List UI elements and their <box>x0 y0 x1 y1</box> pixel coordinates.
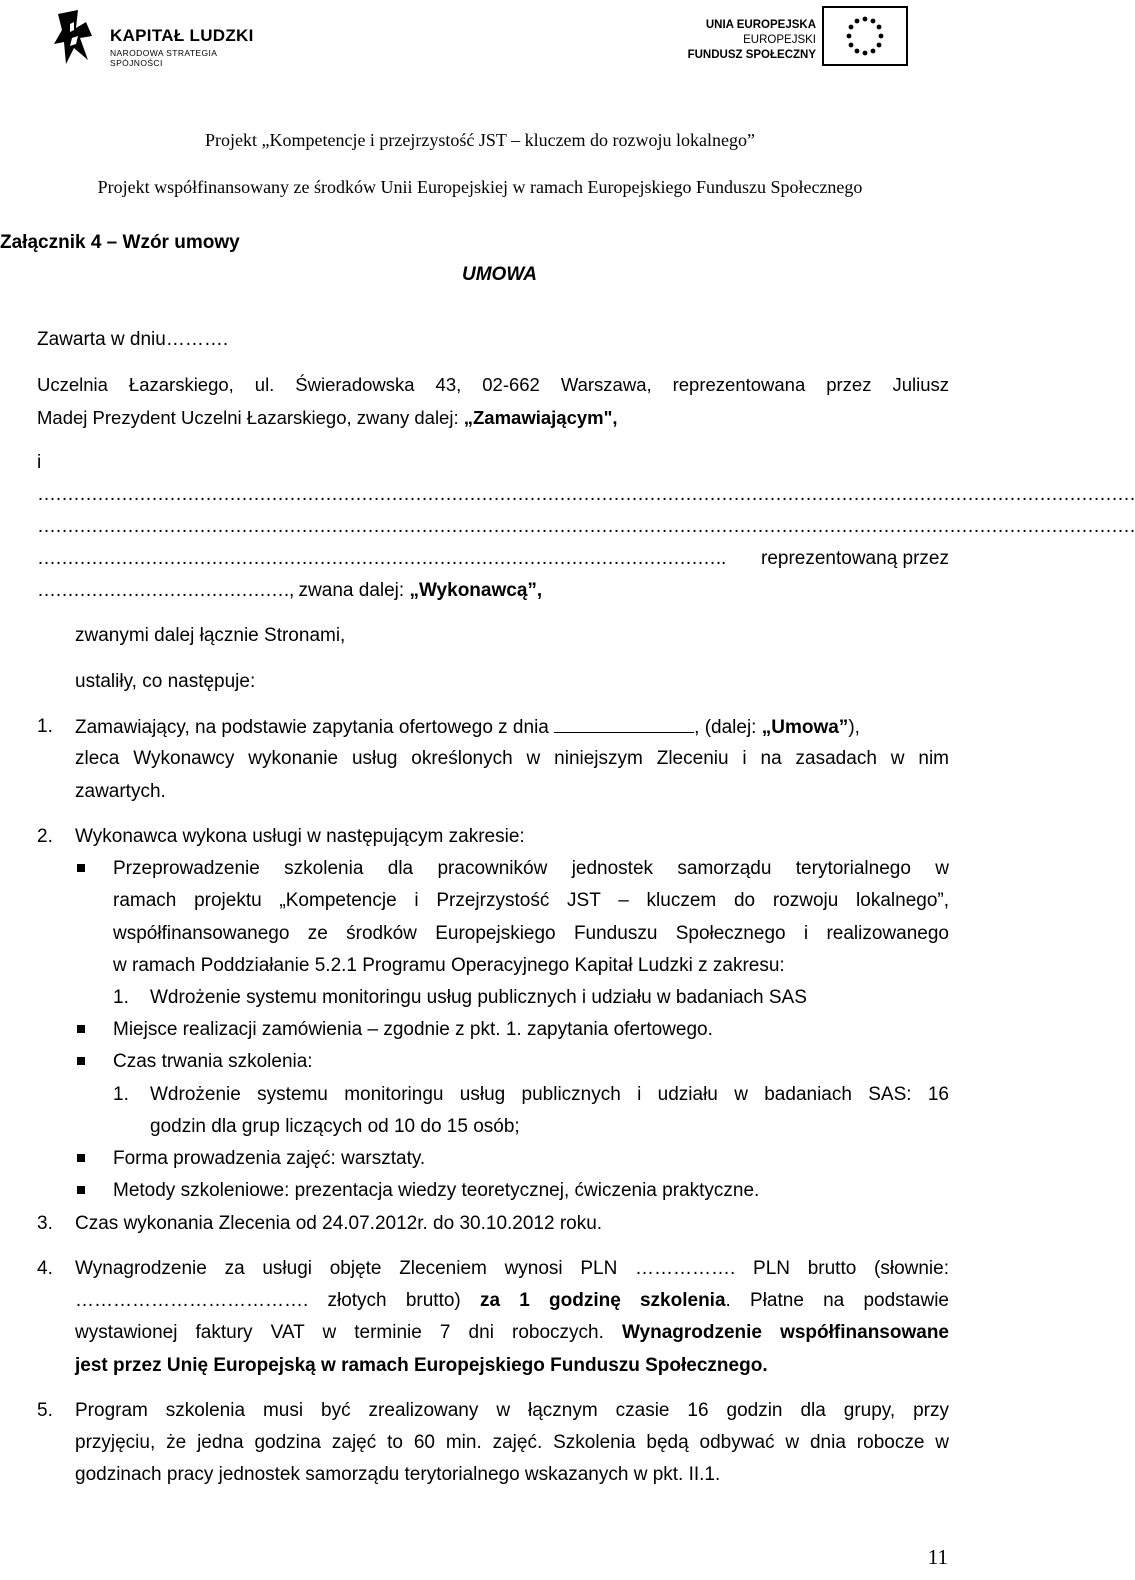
eu-flag-icon <box>822 6 908 66</box>
cofinancing-note-a: Wynagrodzenie współfinansowane <box>621 1322 949 1343</box>
bullet-square-icon <box>77 1154 85 1162</box>
section-4-line2-b: . Płatne na podstawie <box>725 1290 949 1311</box>
scope-training-line1: Przeprowadzenie szkolenia dla pracowników jednostek samorządu terytorialnego w <box>113 858 949 879</box>
contract-title: UMOWA <box>462 264 537 285</box>
eu-logo-line1: UNIA EUROPEJSKA <box>705 19 816 31</box>
represented-by: reprezentowaną przez <box>761 548 949 569</box>
section-1-text-c: ), <box>848 717 860 738</box>
section-1-text-a: Zamawiający, na podstawie zapytania ofertowego z dnia <box>75 717 549 738</box>
duration-subitem-line2: godzin dla grup liczących od 10 do 15 osób; <box>150 1116 520 1137</box>
section-3-number: 3. <box>37 1213 53 1234</box>
party1-line1: Uczelnia Łazarskiego, ul. Świeradowska 43, 02-662 Warszawa, reprezentowana przez Juliusz <box>37 374 949 395</box>
scope-form: Forma prowadzenia zajęć: warsztaty. <box>113 1148 426 1169</box>
section-1-line3: zawartych. <box>75 781 166 802</box>
eu-logo <box>687 6 908 68</box>
project-title: Projekt „Kompetencje i przejrzystość JST – kluczem do rozwoju lokalnego” <box>204 130 755 150</box>
section-4-number: 4. <box>37 1258 53 1279</box>
section-5-number: 5. <box>37 1400 53 1421</box>
scope-subitem-number: 1. <box>113 987 129 1008</box>
scope-subitem: Wdrożenie systemu monitoringu usług publicznych i udziału w badaniach SAS <box>150 987 807 1008</box>
section-2-number: 2. <box>37 826 53 847</box>
bullet-square-icon <box>77 1025 85 1033</box>
section-4-line3 <box>75 1322 949 1344</box>
scope-training-line4: w ramach Poddziałanie 5.2.1 Programu Operacyjnego Kapitał Ludzki z zakresu: <box>113 955 785 976</box>
per-hour-term: za 1 godzinę szkolenia <box>479 1290 726 1311</box>
scope-training-line3: współfinansowanego ze środków Europejskiego Funduszu Społecznego i realizowanego <box>113 923 949 944</box>
bullet-square-icon <box>77 1186 85 1194</box>
party2-dots: ……………………………………, <box>37 580 294 601</box>
section-5-line2: przyjęciu, że jedna godzina zajęć to 60 min. zajęć. Szkolenia będą odbywać w dnia robocze w <box>75 1432 949 1453</box>
parties-together: zwanymi dalej łącznie Stronami, <box>75 625 346 646</box>
section-2-intro: Wykonawca wykona usługi w następującym zakresie: <box>75 826 525 847</box>
parties-agreed: ustaliły, co następuje: <box>75 671 256 692</box>
scope-methods: Metody szkoleniowe: prezentacja wiedzy teoretycznej, ćwiczenia praktyczne. <box>113 1180 760 1201</box>
party1-line2-text: Madej Prezydent Uczelni Łazarskiego, zwany dalej: <box>37 407 464 428</box>
party2-line <box>37 580 542 602</box>
section-4-line3-a: wystawionej faktury VAT w terminie 7 dni roboczych. <box>75 1322 622 1343</box>
kapital-ludzki-emblem-icon <box>52 8 102 66</box>
and-word: i <box>37 452 42 473</box>
section-1-line1 <box>75 716 949 739</box>
eu-logo-line2: EUROPEJSKI <box>743 34 816 46</box>
page-number: 11 <box>927 1545 948 1569</box>
section-5-line1: Program szkolenia musi być zrealizowany w łącznym czasie 16 godzin dla grupy, przy <box>75 1400 949 1421</box>
section-1-number: 1. <box>37 716 53 737</box>
date-blank <box>554 716 694 733</box>
kapital-ludzki-subtitle: NARODOWA STRATEGIA SPÓJNOŚCI <box>110 48 217 68</box>
section-4-line1: Wynagrodzenie za usługi objęte Zleceniem wynosi PLN ……………. PLN brutto (słownie: <box>75 1258 949 1279</box>
section-4-line2-a: ………………………………. złotych brutto) <box>75 1290 480 1311</box>
kapital-ludzki-title: KAPITAŁ LUDZKI <box>110 26 254 45</box>
bullet-square-icon <box>77 1057 85 1065</box>
eu-logo-text <box>688 18 816 63</box>
party2-dots-line3: ……………………………………………………………………………………………………. <box>37 548 726 569</box>
funding-note: Projekt współfinansowany ze środków Unii Europejskiej w ramach Europejskiego Funduszu Społecznego <box>97 177 863 197</box>
section-3-text: Czas wykonania Zlecenia od 24.07.2012r. do 30.10.2012 roku. <box>75 1213 603 1234</box>
cofinancing-note-b: jest przez Unię Europejską w ramach Europejskiego Funduszu Społecznego. <box>75 1355 768 1376</box>
section-4-line2 <box>75 1290 949 1312</box>
bullet-square-icon <box>77 864 85 872</box>
duration-subitem-number: 1. <box>113 1084 129 1105</box>
party2-role: „Wykonawcą”, <box>409 580 543 601</box>
eu-logo-line3: FUNDUSZ SPOŁECZNY <box>687 49 816 61</box>
section-1-line2: zleca Wykonawcy wykonanie usług określonych w niniejszym Zleceniu i na zasadach w nim <box>75 748 949 769</box>
umowa-term: „Umowa” <box>761 717 849 738</box>
party2-dots-line1: ………………………………………………………………………………………………………………………………………………………………… <box>37 484 1135 505</box>
party2-called: zwana dalej: <box>293 580 410 601</box>
scope-location: Miejsce realizacji zamówienia – zgodnie z pkt. 1. zapytania ofertowego. <box>113 1019 713 1040</box>
section-5-line3: godzinach pracy jednostek samorządu terytorialnego wskazanych w pkt. II.1. <box>75 1464 721 1485</box>
party1-role: „Zamawiającym", <box>463 407 618 428</box>
scope-training-line2: ramach projektu „Kompetencje i Przejrzystość JST – kluczem do rozwoju lokalnego”, <box>113 890 949 911</box>
attachment-title: Załącznik 4 – Wzór umowy <box>0 232 240 253</box>
party2-dots-line2: ………………………………………………………………………………………………………………………………………………………………… <box>37 516 1135 537</box>
party1-line2 <box>37 407 618 429</box>
concluded-on: Zawarta w dniu………. <box>37 329 229 350</box>
section-1-text-b: , (dalej: <box>694 717 762 738</box>
kapital-ludzki-logo <box>52 8 262 66</box>
scope-duration: Czas trwania szkolenia: <box>113 1051 313 1072</box>
duration-subitem-line1: Wdrożenie systemu monitoringu usług publicznych i udziału w badaniach SAS: 16 <box>150 1084 949 1105</box>
